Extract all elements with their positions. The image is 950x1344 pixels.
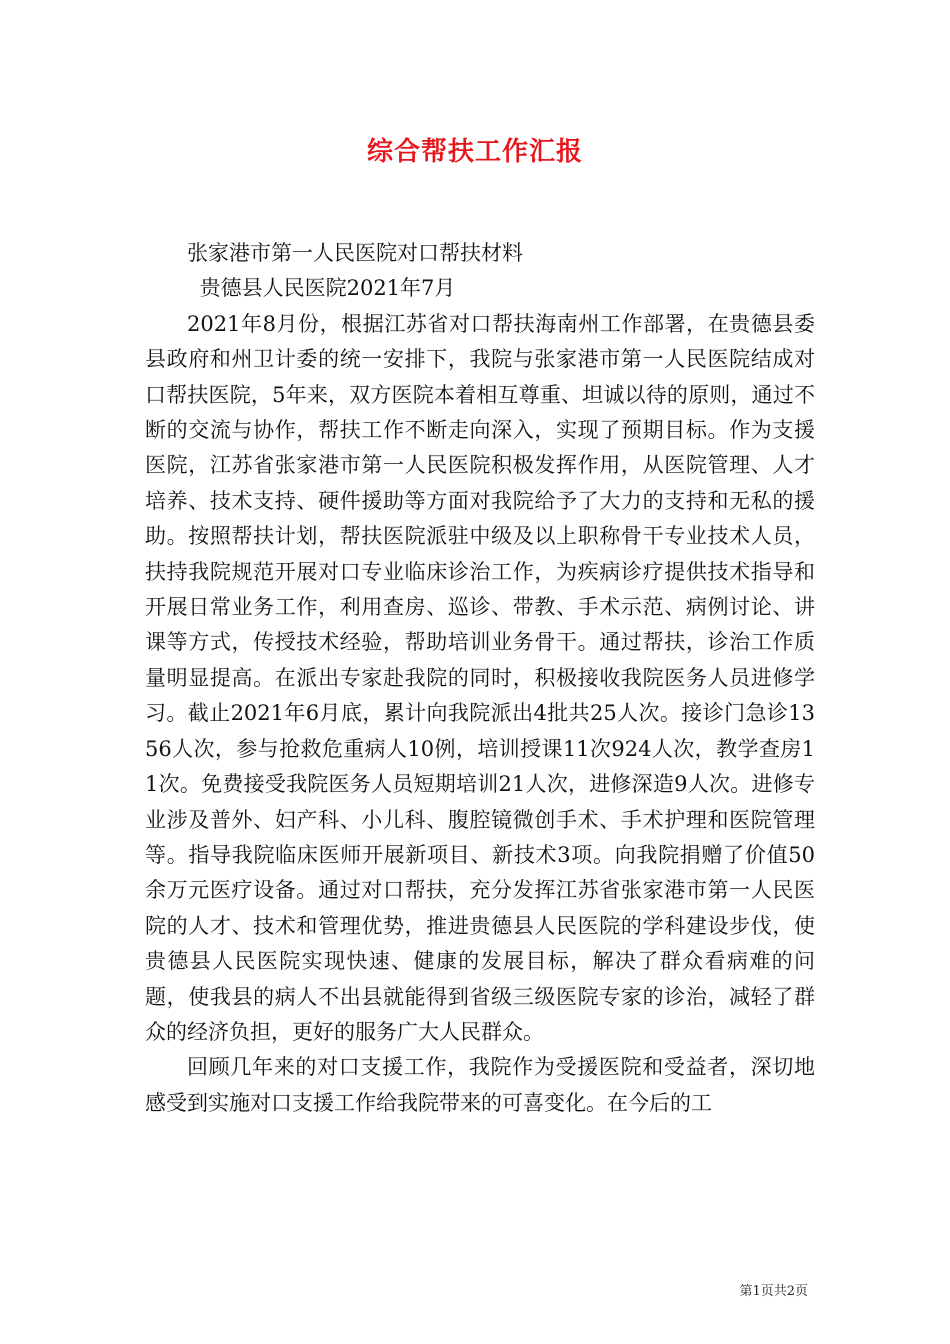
document-title: 综合帮扶工作汇报 <box>366 137 583 167</box>
subheading-date: 贵德县人民医院2021年7月 <box>199 276 456 301</box>
paragraph-1: 2021年8月份，根据江苏省对口帮扶海南州工作部署，在贵德县委县政府和州卫计委的统一安排下，我院与张家港市第一人民医院结成对口帮扶医院，5年来，双方医院本着相互尊重、坦诚以待的原则，通过不断的交流与协作，帮扶工作不断走向深入，实现了预期目标。作为支援医院，江苏省张家港市第一人民医院积极发挥作用，从医院管理、人才培养、技术支持、硬件援助等方面对我院给予了大力的支持和无私的援助。按照帮扶计划，帮扶医院派驻中级及以上职称骨干专业技术人员，扶持我院规范开展对口专业临床诊治工作，为疾病诊疗提供技术指导和开展日常业务工作，利用查房、巡诊、带教、手术示范、病例讨论、讲课等方式，传授技术经验，帮助培训业务骨干。通过帮扶，诊治工作质量明显提高。在派出专家赴我院的同时，积极接收我院医务人员进修学习。截止2021年6月底，累计向我院派出4批共25人次。接诊门急诊1356人次，参与抢救危重病人10例，培训授课11次924人次，教学查房11次。免费接受我院医务人员短期培训21人次，进修深造9人次。进修专业涉及普外、妇产科、小儿科、腹腔镜微创手术、手术护理和医院管理等。指导我院临床医师开展新项目、新技术3项。向我院捐赠了价值50余万元医疗设备。通过对口帮扶，充分发挥江苏省张家港市第一人民医院的人才、技术和管理优势，推进贵德县人民医院的学科建设步伐，使贵德县人民医院实现快速、健康的发展目标，解决了群众看病难的问题，使我县的病人不出县就能得到省级三级医院专家的诊治，减轻了群众的经济负担，更好的服务广大人民群众。 <box>145 311 815 1044</box>
page-indicator: 第1页共2页 <box>739 1284 808 1299</box>
document-body <box>145 236 815 1121</box>
paragraph-2: 回顾几年来的对口支援工作，我院作为受援医院和受益者，深切地感受到实施对口支援工作给我院带来的可喜变化。在今后的工 <box>145 1055 815 1115</box>
subheading-hospital: 张家港市第一人民医院对口帮扶材料 <box>187 241 523 265</box>
